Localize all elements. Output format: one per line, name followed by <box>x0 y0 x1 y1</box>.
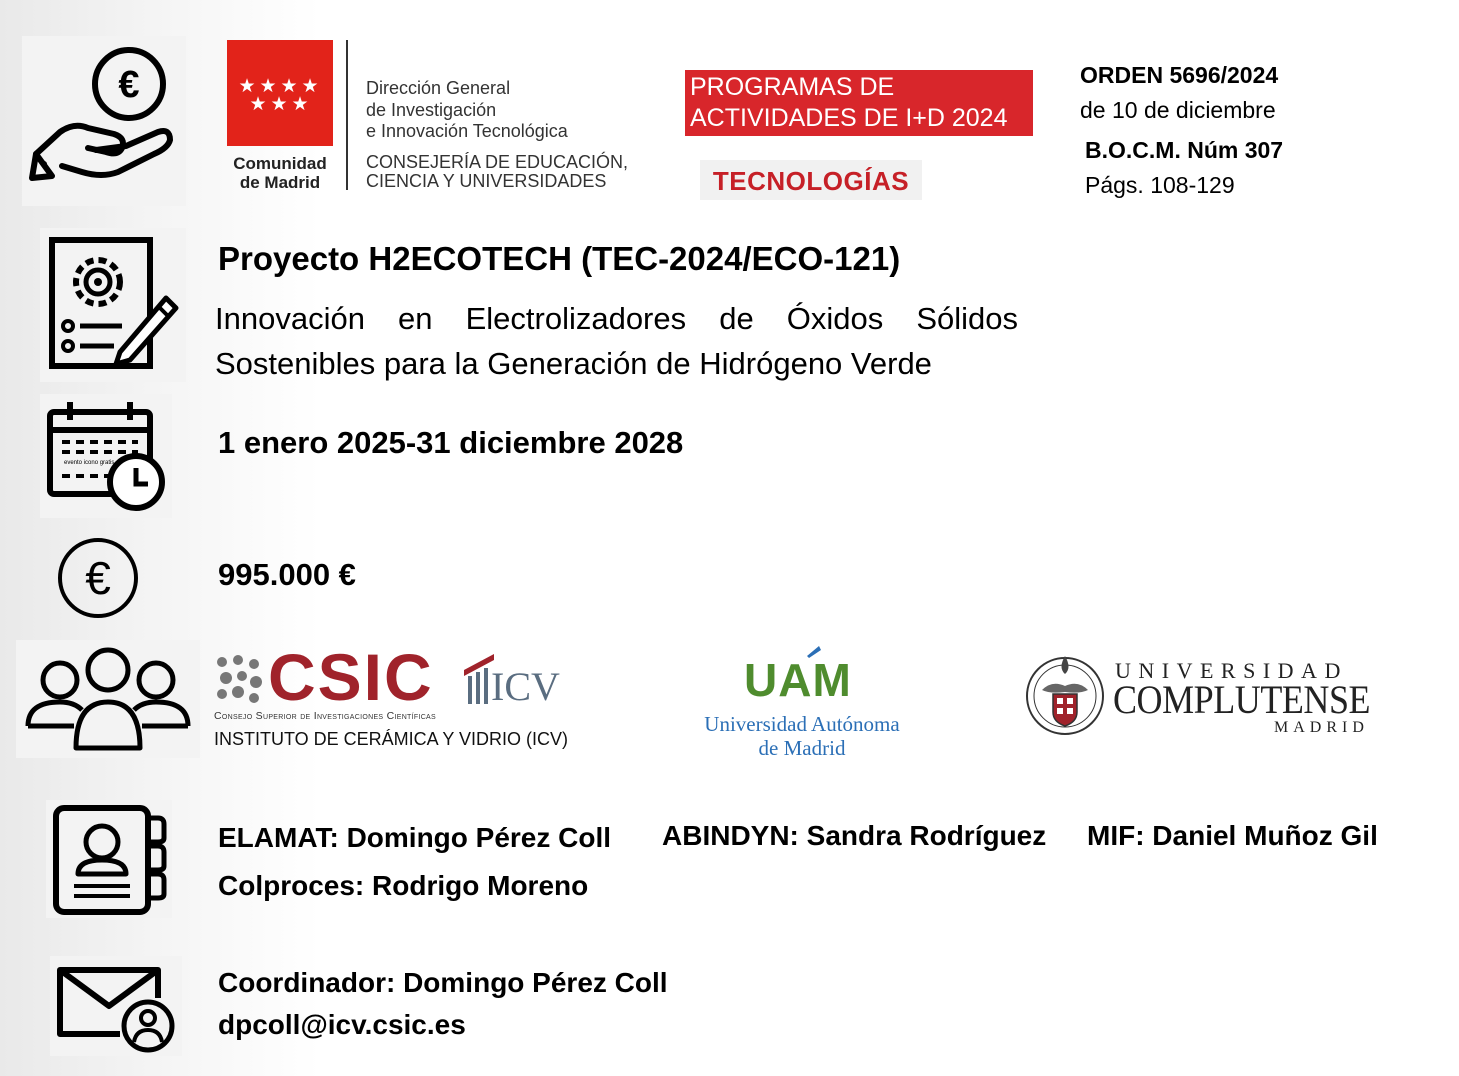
ucm-line2: COMPLUTENSE <box>1113 677 1371 722</box>
funding-icon-box <box>22 36 186 206</box>
contact-book-icon <box>46 800 172 918</box>
svg-text:★: ★ <box>301 75 319 97</box>
euro-icon <box>56 536 140 620</box>
uam-name-line2: de Madrid <box>758 736 846 760</box>
project-description-line2: Sostenibles para la Generación de Hidrógeno Verde <box>215 346 932 381</box>
uam-name <box>693 712 911 760</box>
comunidad-name-line2: de Madrid <box>239 173 321 192</box>
bocm-number: B.O.C.M. Núm 307 <box>1085 137 1284 163</box>
ucm-line3: MADRID <box>1274 719 1369 736</box>
consejeria-line2: CIENCIA Y UNIVERSIDADES <box>366 171 607 191</box>
svg-text:★: ★ <box>238 75 256 97</box>
mail-user-icon <box>50 956 182 1056</box>
coordinator: Coordinador: Domingo Pérez Coll <box>218 967 668 998</box>
stars-icon <box>227 40 333 146</box>
ucm-line1: UNIVERSIDAD <box>1115 658 1348 683</box>
csic-emblem-icon <box>212 652 268 708</box>
comunidad-madrid-name <box>222 154 338 192</box>
direccion-general <box>366 78 568 143</box>
calendar-clock-icon <box>40 394 172 518</box>
group-elamat: ELAMAT: Domingo Pérez Coll <box>218 822 612 853</box>
consejeria <box>366 153 628 191</box>
uam-mark: UAM <box>744 654 852 706</box>
hand-euro-icon <box>22 36 186 206</box>
project-document-icon <box>40 228 186 382</box>
group-icon <box>16 640 200 758</box>
svg-text:€: € <box>118 64 140 106</box>
orden-date: de 10 de diciembre <box>1080 97 1276 123</box>
group-abindyn: ABINDYN: Sandra Rodríguez <box>662 820 1047 851</box>
partners-icon-box <box>16 640 200 758</box>
programa-line2: ACTIVIDADES DE I+D 2024 <box>690 104 1008 132</box>
svg-text:★: ★ <box>291 93 309 115</box>
project-dates: 1 enero 2025-31 diciembre 2028 <box>218 425 684 460</box>
groups-icon-box <box>46 800 172 918</box>
budget-icon-box <box>56 536 140 620</box>
bocm-pages: Págs. 108-129 <box>1085 172 1235 198</box>
programa-line1: PROGRAMAS DE <box>690 73 895 101</box>
svg-text:★: ★ <box>270 93 288 115</box>
header-divider <box>346 40 348 190</box>
dg-line1: Dirección General <box>366 78 511 98</box>
svg-text:★: ★ <box>259 75 277 97</box>
group-colproces: Colproces: Rodrigo Moreno <box>218 870 589 901</box>
programa-category: TECNOLOGÍAS <box>700 160 922 200</box>
project-budget: 995.000 € <box>218 557 356 592</box>
coordinator-email[interactable]: dpcoll@icv.csic.es <box>218 1009 466 1040</box>
dg-line3: e Innovación Tecnológica <box>366 121 568 141</box>
project-title: Proyecto H2ECOTECH (TEC-2024/ECO-121) <box>218 240 901 277</box>
csic-institute: INSTITUTO DE CERÁMICA Y VIDRIO (ICV) <box>214 729 569 749</box>
orden-block <box>1080 58 1278 128</box>
csic-full-name: Consejo Superior de Investigaciones Científicas <box>214 710 436 722</box>
consejeria-line1: CONSEJERÍA DE EDUCACIÓN, <box>366 152 629 172</box>
svg-text:€: € <box>85 552 111 604</box>
svg-text:★: ★ <box>249 93 267 115</box>
comunidad-name-line1: Comunidad <box>233 154 327 173</box>
comunidad-madrid-flag <box>227 40 333 146</box>
orden-number: ORDEN 5696/2024 <box>1080 62 1279 88</box>
bocm-block <box>1085 133 1283 203</box>
dg-line2: de Investigación <box>366 99 497 120</box>
csic-mark: CSIC <box>268 640 434 714</box>
csic-icv: ICV <box>491 664 560 709</box>
group-mif: MIF: Daniel Muñoz Gil <box>1087 820 1378 851</box>
dates-icon-box <box>40 394 172 518</box>
svg-text:★: ★ <box>280 75 298 97</box>
calendar-icon-caption: evento icono gratis <box>64 460 115 466</box>
uam-name-line1: Universidad Autónoma <box>704 712 900 736</box>
ucm-seal-icon <box>1022 646 1108 742</box>
programa-banner <box>685 70 1033 136</box>
contact-icon-box <box>50 956 182 1056</box>
project-icon-box <box>40 228 186 382</box>
project-description-line1: Innovación en Electrolizadores de Óxidos Sólidos <box>215 301 1018 336</box>
